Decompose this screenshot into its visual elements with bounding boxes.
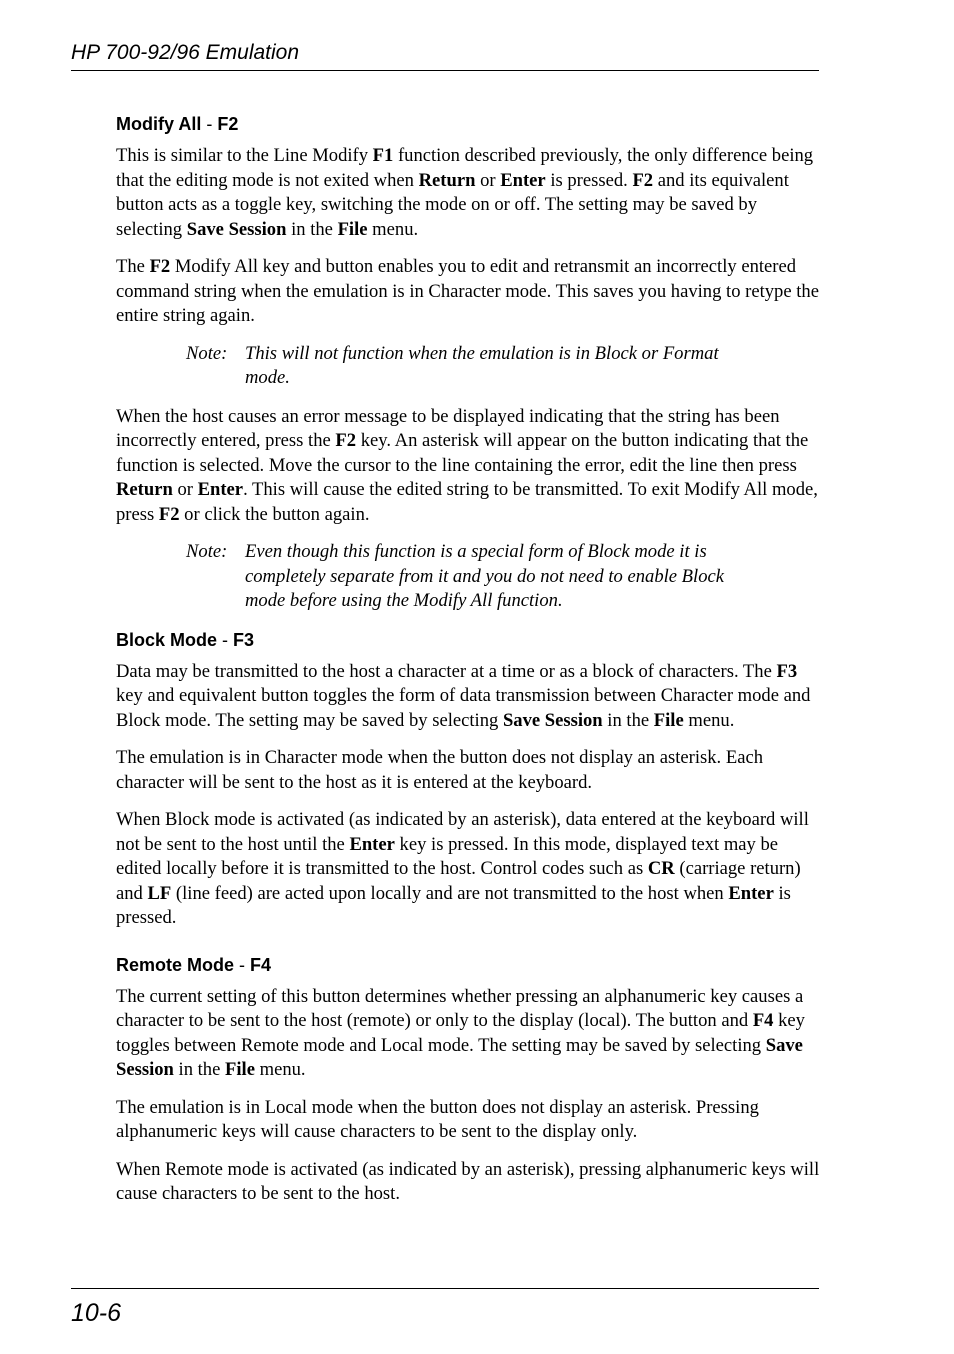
section-heading-modify-all <box>116 112 822 136</box>
bold-term: File <box>337 218 368 240</box>
page-number: 10-6 <box>71 1299 122 1327</box>
bold-term: F3 <box>776 660 798 682</box>
section-heading-dash: - <box>234 954 251 975</box>
bold-term: F2 <box>149 256 171 277</box>
bold-term: LF <box>147 882 172 904</box>
bold-term: F4 <box>752 1010 774 1031</box>
paragraph: The emulation is in Local mode when the button does not display an asterisk. Pressing alphanumeric keys will cause characters to be sent to the display only. <box>116 1096 759 1142</box>
section-heading-title: Block Mode <box>116 629 218 650</box>
section-heading-dash: - <box>217 629 234 650</box>
section-heading-block-mode <box>116 628 822 652</box>
paragraph: Data may be transmitted to the host a character at a time or as a block of characters. The F3 key and equivalent button toggles the form of data transmission between Character mode and Block mode. The setting may be saved by selecting Save Session in the File menu. <box>116 660 811 731</box>
bold-term: F2 <box>632 169 654 191</box>
bold-term: Enter <box>349 833 395 855</box>
section-heading-title: Remote Mode <box>116 954 235 975</box>
bold-term: Save Session <box>116 1034 803 1080</box>
bold-term: Save Session <box>186 218 287 240</box>
section-heading-key: F4 <box>250 954 272 975</box>
bold-term: Enter <box>197 479 244 500</box>
bold-term: F2 <box>335 430 357 451</box>
running-header-title: HP 700-92/96 Emulation <box>71 41 300 64</box>
section-heading-title: Modify All <box>116 114 202 134</box>
section-heading-key: F2 <box>217 114 239 134</box>
bold-term: Return <box>116 479 173 500</box>
bold-term: File <box>225 1059 255 1080</box>
footer-rule <box>71 1288 819 1289</box>
note <box>186 540 822 614</box>
paragraph: This is similar to the Line Modify F1 function described previously, the only difference being that the editing mode is not exited when Return or Enter is pressed. F2 and its equivalent button acts as a toggle key, switching the mode on or off. The setting may be saved by selecting Save Session in the File menu. <box>116 145 814 240</box>
paragraph: The current setting of this button determines whether pressing an alphanumeric key causes a character to be sent to the host (remote) or only to the display (local). The button and F4 key toggles between Remote mode and Local mode. The setting may be saved by selecting Save Session in the File menu. <box>116 985 805 1080</box>
section-heading-remote-mode <box>116 953 822 977</box>
section-heading-key: F3 <box>233 629 255 650</box>
paragraph: When Block mode is activated (as indicated by an asterisk), data entered at the keyboard will not be sent to the host until the Enter key is pressed. In this mode, displayed text may be edited locally before it is transmitted to the host. Control codes such as CR (carriage return) and LF (line feed) are acted upon locally and are not transmitted to the host when Enter is pressed. <box>116 809 809 928</box>
bold-term: F2 <box>158 503 180 525</box>
note <box>186 342 822 391</box>
paragraph: When the host causes an error message to be displayed indicating that the string has been incorrectly entered, press the F2 key. An asterisk will appear on the button indicating that the function is selected. Move the cursor to the line containing the error, edit the line then press Return or Enter. This will cause the edited string to be transmitted. To exit Modify All mode, press F2 or click the button again. <box>116 405 818 525</box>
bold-term: F1 <box>372 145 394 166</box>
header-rule <box>71 70 819 71</box>
paragraph: The F2 Modify All key and button enables you to edit and retransmit an incorrectly entered command string when the emulation is in Character mode. This saves you having to retype the entire string again. <box>116 256 819 326</box>
paragraph: The emulation is in Character mode when the button does not display an asterisk. Each character will be sent to the host as it is entered at the keyboard. <box>116 747 763 793</box>
bold-term: Enter <box>728 882 774 904</box>
bold-term: Return <box>418 169 476 191</box>
bold-term: Save Session <box>502 709 603 731</box>
section-heading-dash: - <box>201 114 218 134</box>
page-body <box>116 112 822 1220</box>
bold-term: File <box>653 709 684 731</box>
bold-term: Enter <box>500 169 546 191</box>
note-label: Note: <box>186 541 228 562</box>
note-text: Even though this function is a special form of Block mode it is completely separate from it and you do not need to enable Block mode before using the Modify All function. <box>245 541 725 611</box>
note-text: This will not function when the emulation is in Block or Format mode. <box>245 342 719 388</box>
paragraph: When Remote mode is activated (as indicated by an asterisk), pressing alphanumeric keys will cause characters to be sent to the host. <box>116 1158 820 1204</box>
bold-term: CR <box>647 858 675 879</box>
note-label: Note: <box>186 342 228 364</box>
